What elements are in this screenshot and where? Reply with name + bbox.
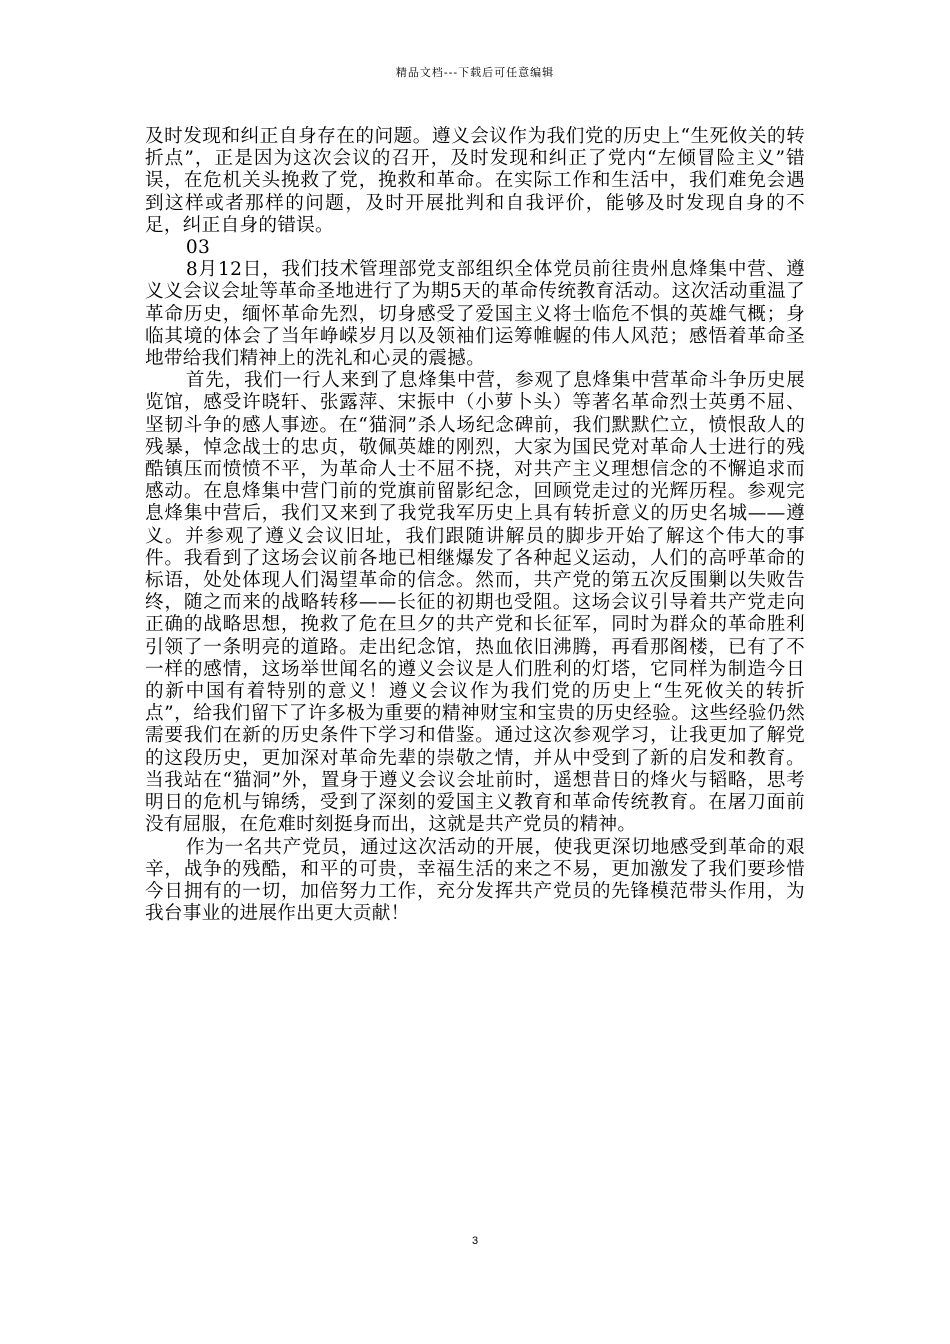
paragraph-continuation: 及时发现和纠正自身存在的问题。遵义会议作为我们党的历史上“生死攸关的转折点”，正是因为这次会议的召开，及时发现和纠正了党内“左倾冒险主义”错误，在危机关头挽救了党，挽救和革命。在实际工作和生活中，我们难免会遇到这样或者那样的问题，及时开展批判和自我评价，能够及时发现自身的不足，纠正自身的错误。 <box>145 126 805 236</box>
paragraph-activity-intro: 8月12日，我们技术管理部党支部组织全体党员前往贵州息烽集中营、遵义义会议会址等革命圣地进行了为期5天的革命传统教育活动。这次活动重温了革命历史，缅怀革命先烈，切身感受了爱国主义将士临危不惧的英雄气概；身临其境的体会了当年峥嵘岁月以及领袖们运筹帷幄的伟人风范；感悟着革命圣地带给我们精神上的洗礼和心灵的震撼。 <box>145 259 805 370</box>
section-number: 03 <box>185 237 211 259</box>
paragraph-conclusion: 作为一名共产党员，通过这次活动的开展，使我更深切地感受到革命的艰辛，战争的残酷，和平的可贵，幸福生活的来之不易，更加激发了我们要珍惜今日拥有的一切，加倍努力工作，充分发挥共产党员的先锋模范带头作用，为我台事业的进展作出更大贡献！ <box>145 836 805 925</box>
document-body <box>145 126 805 925</box>
page-number: 3 <box>471 1235 479 1247</box>
paragraph-visit-account: 首先，我们一行人来到了息烽集中营，参观了息烽集中营革命斗争历史展览馆，感受许晓轩、张露萍、宋振中（小萝卜头）等著名革命烈士英勇不屈、坚韧斗争的感人事迹。在“猫洞”杀人场纪念碑前，我们默默伫立，愤恨敌人的残暴，悼念战士的忠贞，敬佩英雄的刚烈，大家为国民党对革命人士进行的残酷镇压而愤愤不平，为革命人士不屈不挠，对共产主义理想信念的不懈追求而感动。在息烽集中营门前的党旗前留影纪念，回顾党走过的光辉历程。参观完息烽集中营后，我们又来到了我党我军历史上具有转折意义的历史名城——遵义。并参观了遵义会议旧址，我们跟随讲解员的脚步开始了解这个伟大的事件。我看到了这场会议前各地已相继爆发了各种起义运动，人们的高呼革命的标语，处处体现人们渴望革命的信念。然而，共产党的第五次反围剿以失败告终，随之而来的战略转移——长征的初期也受阻。这场会议引导着共产党走向正确的战略思想，挽救了危在旦夕的共产党和长征军，同时为群众的革命胜利引领了一条明亮的道路。走出纪念馆，热血依旧沸腾，再看那阁楼，已有了不一样的感情，这场举世闻名的遵义会议是人们胜利的灯塔，它同样为制造今日的新中国有着特别的意义！遵义会议作为我们党的历史上“生死攸关的转折点”，给我们留下了许多极为重要的精神财宝和宝贵的历史经验。这些经验仍然需要我们在新的历史条件下学习和借鉴。通过这次参观学习，让我更加了解党的这段历史，更加深对革命先辈的崇敬之情，并从中受到了新的启发和教育。当我站在“猫洞”外，置身于遵义会议会址前时，遥想昔日的烽火与韬略，思考明日的危机与锦绣，受到了深刻的爱国主义教育和革命传统教育。在屠刀面前没有屈服，在危难时刻挺身而出，这就是共产党员的精神。 <box>145 370 805 836</box>
page-header: 精品文档---下载后可任意编辑 <box>395 66 555 79</box>
